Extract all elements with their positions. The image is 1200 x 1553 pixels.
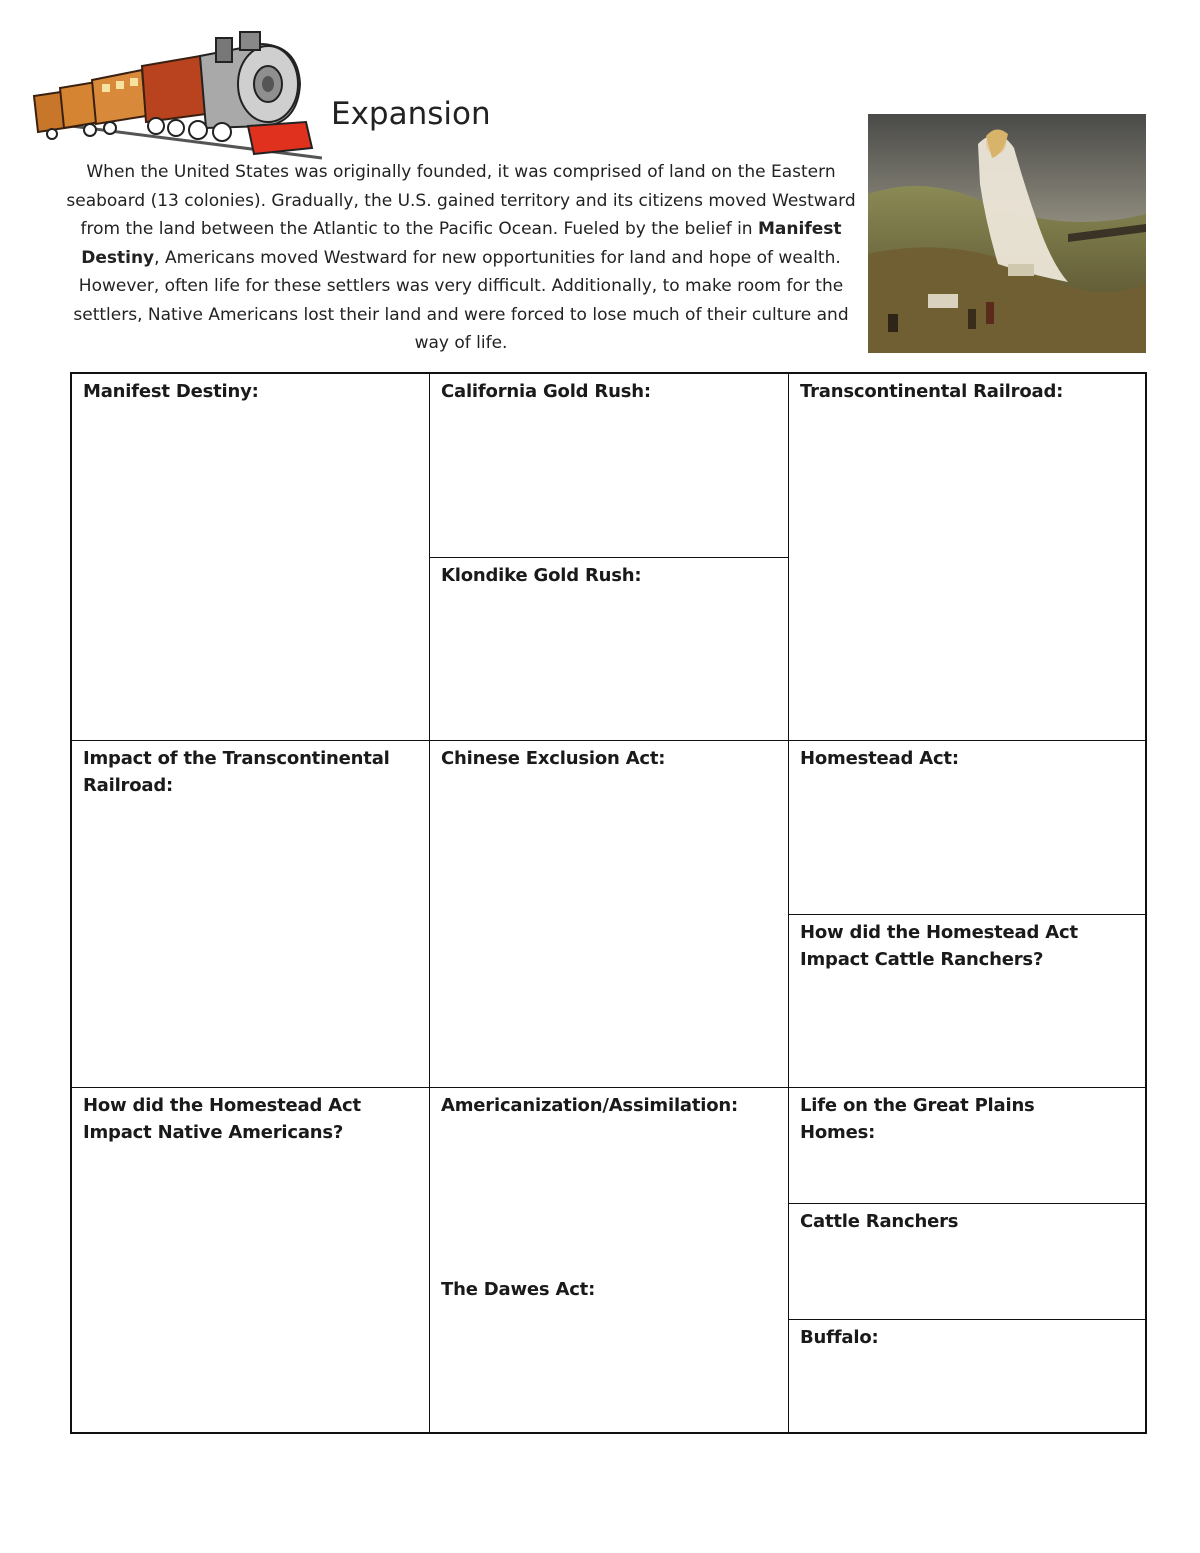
label-homestead-native: How did the Homestead Act Impact Native Americans? [83, 1095, 361, 1143]
cell-homestead [789, 741, 1145, 1088]
cell-california-gold-rush[interactable] [430, 374, 788, 557]
label-manifest-destiny: Manifest Destiny: [83, 381, 259, 402]
label-california-gold-rush: California Gold Rush: [441, 381, 651, 402]
label-buffalo: Buffalo: [800, 1327, 879, 1348]
train-image [30, 30, 322, 160]
intro-text-1: When the United States was originally founded, it was comprised of land on the Eastern seaboard (13 colonies). Gradually, the U.S. gained territory and its citizens moved Westward from the land between the Atlantic to the Pacific Ocean. Fueled by the belief in [66, 162, 856, 239]
label-homestead-act: Homestead Act: [800, 748, 959, 769]
cell-great-plains-homes[interactable] [789, 1088, 1145, 1203]
cell-americanization[interactable] [430, 1088, 789, 1432]
cell-homestead-act[interactable] [789, 741, 1145, 914]
american-progress-painting [868, 114, 1146, 353]
label-cattle-ranchers: Cattle Ranchers [800, 1211, 959, 1232]
intro-bold-term: Manifest Destiny [81, 219, 842, 268]
label-impact-railroad: Impact of the Transcontinental Railroad: [83, 748, 390, 796]
label-great-plains: Life on the Great Plains [800, 1095, 1035, 1116]
cell-impact-railroad[interactable] [72, 741, 430, 1088]
cell-buffalo[interactable] [789, 1319, 1145, 1432]
label-homes: Homes: [800, 1122, 876, 1143]
label-klondike-gold-rush: Klondike Gold Rush: [441, 565, 642, 586]
page-title: Expansion [331, 95, 491, 132]
cell-transcontinental-railroad[interactable] [789, 374, 1145, 741]
cell-gold-rush [430, 374, 789, 741]
cell-great-plains [789, 1088, 1145, 1432]
cell-homestead-cattle[interactable] [789, 914, 1145, 1087]
intro-text-2: , Americans moved Westward for new opportunities for land and hope of wealth. However, often life for these settlers was very difficult. Additionally, to make room for the settlers, Native Americans lost their land and were forced to lose much of their culture and way of life. [73, 247, 849, 353]
cell-klondike-gold-rush[interactable] [430, 557, 788, 740]
cell-chinese-exclusion-act[interactable] [430, 741, 789, 1088]
cell-cattle-ranchers[interactable] [789, 1203, 1145, 1319]
label-dawes-act: The Dawes Act: [441, 1279, 596, 1300]
label-chinese-exclusion-act: Chinese Exclusion Act: [441, 748, 666, 769]
notes-table [70, 372, 1147, 1434]
label-transcontinental-railroad: Transcontinental Railroad: [800, 381, 1064, 402]
intro-paragraph [66, 158, 856, 358]
label-homestead-cattle: How did the Homestead Act Impact Cattle Ranchers? [800, 922, 1078, 970]
label-americanization: Americanization/Assimilation: [441, 1095, 739, 1116]
cell-homestead-native[interactable] [72, 1088, 430, 1432]
cell-manifest-destiny[interactable] [72, 374, 430, 741]
